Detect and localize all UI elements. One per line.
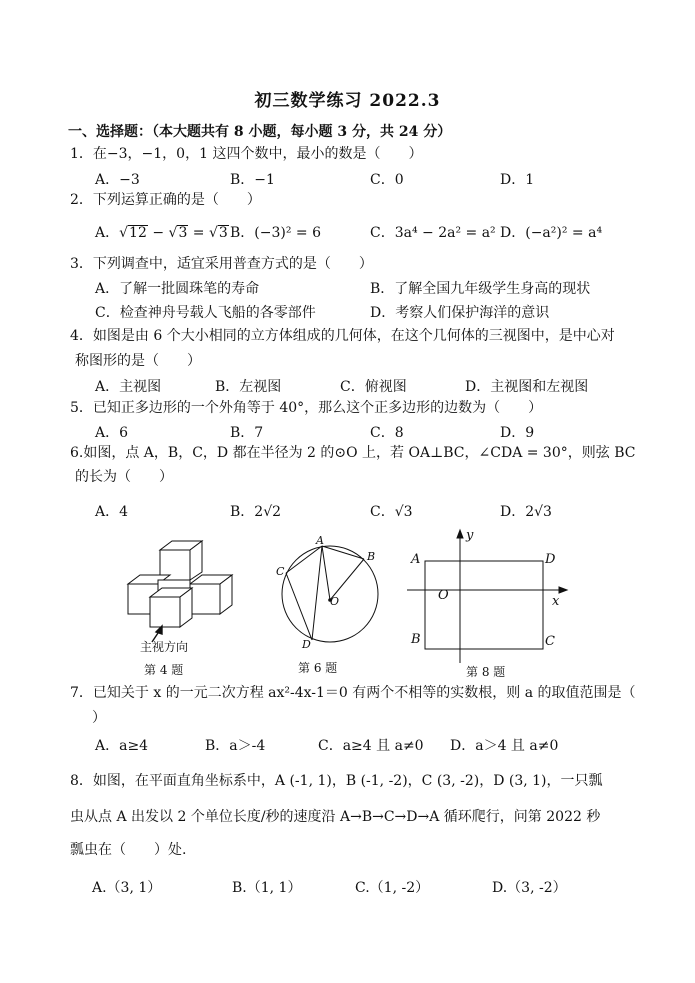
fig8-label-a: A	[411, 552, 421, 567]
q7-option-b: B．a＞-4	[205, 738, 266, 754]
figure-6-caption: 第 6 题	[298, 661, 338, 675]
fig6-label-b: B	[367, 550, 376, 563]
q2-option-d: D．(−a²)² = a⁴	[500, 225, 603, 241]
q3-option-c: C．检查神舟号载人飞船的各零部件	[95, 305, 316, 321]
question-7-stem-line2: ）	[92, 710, 106, 726]
q7-option-d: D．a＞4 且 a≠0	[450, 738, 559, 754]
question-1-stem: 1．在−3，−1，0，1 这四个数中，最小的数是（ ）	[70, 146, 423, 162]
q8-option-a: A.（3, 1）	[92, 880, 162, 896]
q8-option-d: D.（3, -2）	[492, 880, 567, 896]
q1-option-b: B．−1	[230, 172, 275, 188]
question-6-stem-line1: 6.如图，点 A，B，C，D 都在半径为 2 的⊙O 上，若 OA⊥BC，∠CDA = 30°，则弦 BC	[70, 445, 636, 461]
q4-option-a: A．主视图	[95, 379, 162, 395]
fig6-label-a: A	[316, 534, 324, 547]
q3-option-a: A．了解一批圆珠笔的寿命	[95, 281, 260, 297]
q4-option-b: B．左视图	[215, 379, 282, 395]
question-4-stem-line1: 4．如图是由 6 个大小相同的立方体组成的几何体，在这个几何体的三视图中，是中心对	[70, 328, 615, 344]
q5-option-c: C．8	[370, 425, 404, 441]
q5-option-d: D．9	[500, 425, 535, 441]
fig6-label-c: C	[276, 565, 285, 578]
question-8-stem-line2: 虫从点 A 出发以 2 个单位长度/秒的速度沿 A→B→C→D→A 循环爬行，问第 2022 秒	[70, 809, 601, 825]
section-header: 一、选择题：（本大题共有 8 小题，每小题 3 分，共 24 分）	[68, 124, 452, 140]
question-8-stem-line1: 8．如图，在平面直角坐标系中，A (-1, 1)，B (-1, -2)，C (3, -2)，D (3, 1)，一只瓢	[70, 773, 603, 789]
question-5-stem: 5．已知正多边形的一个外角等于 40°，那么这个正多边形的边数为（ ）	[70, 400, 543, 416]
question-4-stem-line2: 称图形的是（ ）	[75, 353, 201, 369]
figure-4-arrow-label: 主视方向	[140, 640, 189, 654]
q5-option-a: A．6	[95, 425, 129, 441]
question-7-stem-line1: 7．已知关于 x 的一元二次方程 ax²-4x-1＝0 有两个不相等的实数根，则 a 的取值范围是（	[70, 685, 636, 701]
q6-option-b: B．2√2	[230, 504, 282, 520]
question-6-stem-line2: 的长为（ ）	[75, 469, 173, 485]
fig8-label-d: D	[545, 552, 556, 567]
q2-option-b: B．(−3)² = 6	[230, 225, 322, 241]
q1-option-d: D．1	[500, 172, 535, 188]
fig8-label-b: B	[411, 632, 421, 647]
q5-option-b: B．7	[230, 425, 264, 441]
question-3-stem: 3．下列调查中，适宜采用普查方式的是（ ）	[70, 256, 373, 272]
q4-option-d: D．主视图和左视图	[465, 379, 589, 395]
fig8-label-c: C	[545, 634, 555, 649]
q3-option-d: D．考察人们保护海洋的意识	[370, 305, 550, 321]
fig8-label-o: O	[438, 588, 449, 603]
q8-option-b: B.（1, 1）	[232, 880, 302, 896]
q8-option-c: C.（1, -2）	[355, 880, 430, 896]
fig8-axis-x: x	[552, 594, 560, 609]
figure-4-caption: 第 4 题	[144, 663, 184, 677]
q1-option-c: C．0	[370, 172, 404, 188]
q6-option-c: C．√3	[370, 504, 413, 520]
q1-option-a: A．−3	[95, 172, 140, 188]
q2-option-a: A．√12 − √3 = √3	[95, 225, 228, 241]
question-2-stem: 2．下列运算正确的是（ ）	[70, 192, 261, 208]
q2-option-c: C．3a⁴ − 2a² = a²	[370, 225, 496, 241]
q4-option-c: C．俯视图	[340, 379, 407, 395]
q6-option-a: A．4	[95, 504, 129, 520]
q7-option-a: A．a≥4	[95, 738, 149, 754]
q6-option-d: D．2√3	[500, 504, 552, 520]
question-8-stem-line3: 瓢虫在（ ）处.	[70, 842, 187, 858]
fig8-axis-y: y	[466, 528, 474, 543]
figure-6-circle	[282, 546, 378, 642]
page-title: 初三数学练习 2022.3	[254, 91, 441, 111]
figure-8-rectangle	[425, 561, 543, 649]
figure-4-solid	[128, 541, 232, 627]
q7-option-c: C．a≥4 且 a≠0	[318, 738, 424, 754]
fig6-label-d: D	[302, 638, 311, 651]
q3-option-b: B．了解全国九年级学生身高的现状	[370, 281, 591, 297]
figure-8-caption: 第 8 题	[466, 665, 506, 679]
fig6-label-o: O	[330, 595, 340, 608]
